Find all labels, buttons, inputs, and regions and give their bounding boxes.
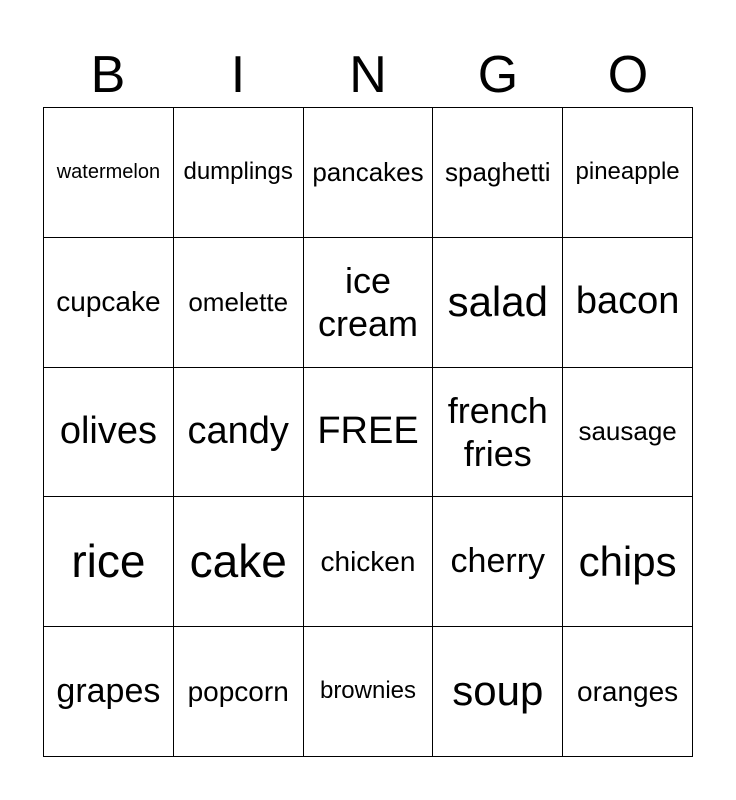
bingo-cell[interactable]: french fries — [433, 368, 563, 498]
bingo-cell[interactable]: watermelon — [44, 108, 174, 238]
header-letter-i: I — [230, 46, 246, 104]
bingo-cell[interactable]: oranges — [563, 627, 693, 757]
bingo-cell[interactable]: soup — [433, 627, 563, 757]
header-letter-g: G — [477, 46, 519, 104]
header-letter-n: N — [349, 46, 387, 104]
header-letter-o: O — [607, 46, 649, 104]
bingo-cell[interactable]: candy — [174, 368, 304, 498]
bingo-board — [43, 107, 693, 757]
bingo-cell[interactable]: ice cream — [304, 238, 434, 368]
bingo-header — [43, 44, 693, 106]
bingo-cell[interactable]: pineapple — [563, 108, 693, 238]
bingo-cell[interactable]: grapes — [44, 627, 174, 757]
bingo-cell[interactable]: pancakes — [304, 108, 434, 238]
bingo-cell[interactable]: chicken — [304, 497, 434, 627]
bingo-cell[interactable]: sausage — [563, 368, 693, 498]
bingo-cell[interactable]: popcorn — [174, 627, 304, 757]
bingo-cell[interactable]: salad — [433, 238, 563, 368]
bingo-cell[interactable]: brownies — [304, 627, 434, 757]
bingo-cell[interactable]: chips — [563, 497, 693, 627]
bingo-cell[interactable]: cupcake — [44, 238, 174, 368]
bingo-cell[interactable]: rice — [44, 497, 174, 627]
bingo-cell[interactable]: bacon — [563, 238, 693, 368]
bingo-cell[interactable]: olives — [44, 368, 174, 498]
bingo-cell[interactable]: omelette — [174, 238, 304, 368]
free-space[interactable]: FREE — [304, 368, 434, 498]
bingo-cell[interactable]: cherry — [433, 497, 563, 627]
bingo-cell[interactable]: spaghetti — [433, 108, 563, 238]
header-letter-b: B — [90, 46, 126, 104]
bingo-cell[interactable]: cake — [174, 497, 304, 627]
bingo-cell[interactable]: dumplings — [174, 108, 304, 238]
